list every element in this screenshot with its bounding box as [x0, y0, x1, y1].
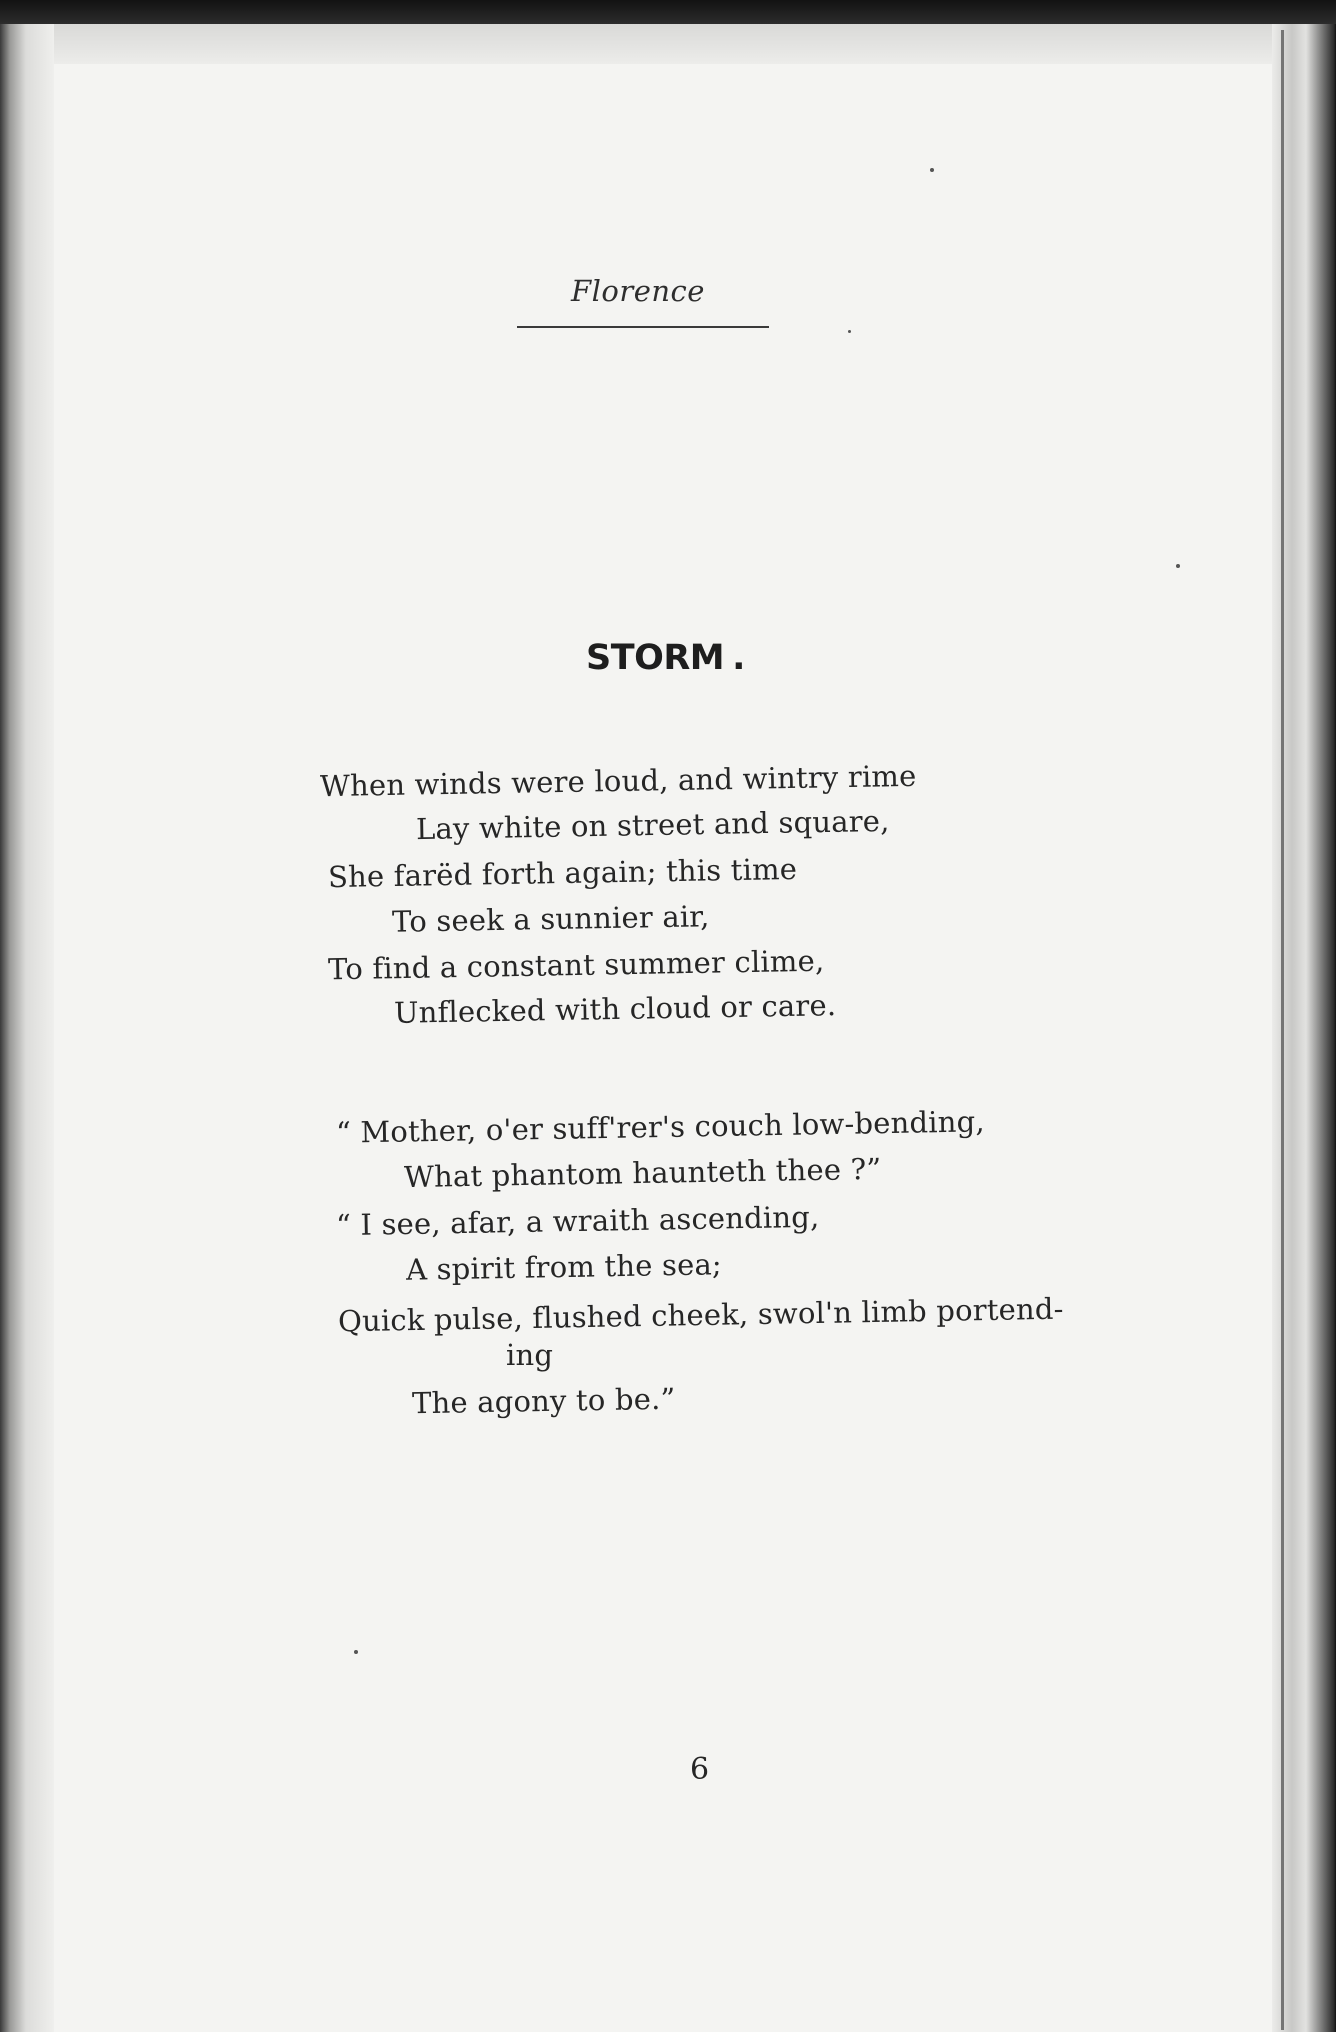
poem-title — [586, 638, 745, 678]
stanza-1-line-6: Unflecked with cloud or care. — [393, 988, 837, 1030]
stanza-2-line-4: A spirit from the sea; — [405, 1247, 723, 1287]
stanza-1-line-1: When winds were loud, and wintry rime — [319, 758, 917, 804]
paper-speck — [930, 168, 934, 172]
scan-top-shadow — [0, 0, 1336, 24]
stanza-2-line-3: “ I see, afar, a wraith ascending, — [335, 1199, 820, 1243]
paper-surface — [54, 64, 1272, 2032]
poem-title-mark: . — [732, 638, 745, 678]
running-head-rule — [517, 326, 769, 328]
paper-speck — [1176, 564, 1180, 568]
left-binding-edge — [0, 24, 54, 2032]
stanza-1-line-3: She farëd forth again; this time — [327, 851, 798, 895]
stanza-2-line-7: The agony to be.” — [411, 1381, 676, 1421]
stanza-2-line-2: What phantom haunteth thee ?” — [403, 1151, 882, 1195]
paper-speck — [354, 1650, 358, 1654]
paper-speck — [848, 330, 851, 333]
poem-title-text: STORM — [586, 638, 725, 678]
page-edge-strip — [0, 24, 1336, 64]
right-edge-line — [1281, 30, 1284, 2030]
stanza-1-line-4: To seek a sunnier air, — [391, 899, 710, 939]
stanza-2-line-5: Quick pulse, flushed cheek, swol'n limb portend- — [337, 1291, 1064, 1339]
stanza-2-line-6: ing — [506, 1338, 554, 1372]
page-number: 6 — [690, 1752, 710, 1787]
stanza-1-line-2: Lay white on street and square, — [415, 803, 890, 847]
stanza-1-line-5: To find a constant summer clime, — [327, 943, 825, 987]
stanza-2-line-1: “ Mother, o'er suff'rer's couch low-bending, — [335, 1104, 986, 1150]
running-head: Florence — [571, 274, 705, 308]
